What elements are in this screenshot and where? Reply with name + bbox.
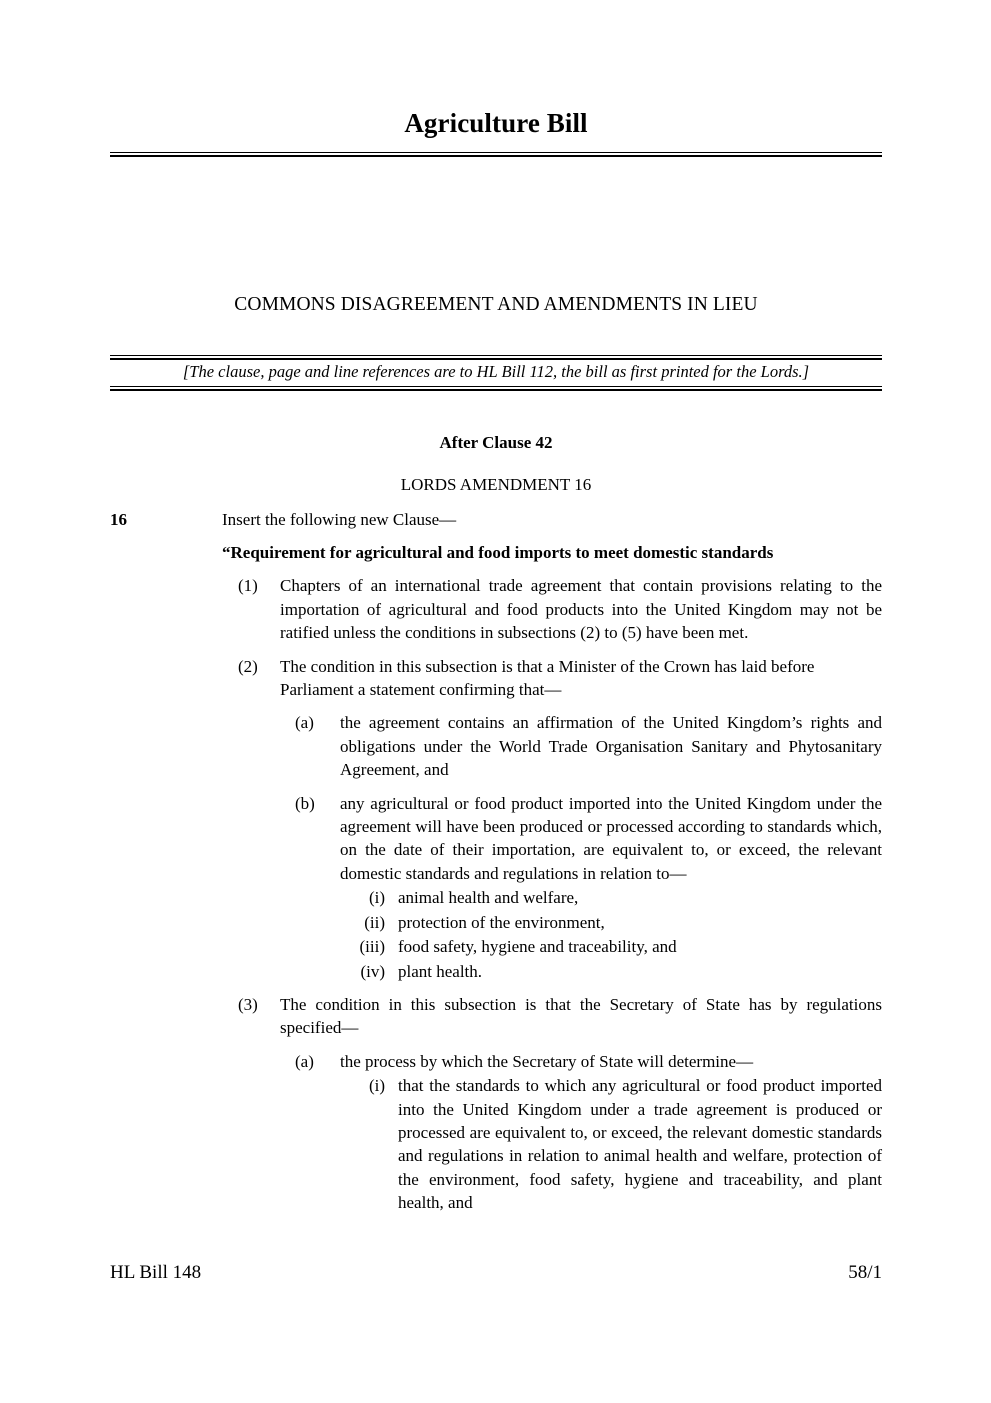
note-bottom-rule bbox=[110, 386, 882, 391]
subparagraph-text: that the standards to which any agricultural or food product imported into the United Kingdom under a trade agreement is produced or processed are equivalent to, or exceed, the relevant domestic standards and regulations in relation to animal health and welfare, protection of the environment, food safety, hygiene and traceability, and plant health, and bbox=[398, 1076, 882, 1213]
paragraph-text: the agreement contains an affirmation of the United Kingdom’s rights and obligations under the World Trade Organisation Sanitary and Phytosanitary Agreement, and bbox=[340, 713, 882, 780]
paragraph-2a bbox=[110, 711, 882, 781]
subsection-3 bbox=[110, 993, 882, 1040]
clause-title: “Requirement for agricultural and food imports to meet domestic standards bbox=[222, 543, 774, 562]
subsection-marker: (2) bbox=[238, 656, 258, 676]
paragraph-text: the process by which the Secretary of State will determine— bbox=[340, 1051, 754, 1071]
subparagraph-marker: (i) bbox=[368, 1076, 385, 1096]
subsection-text: The condition in this subsection is that a Minister of the Crown has laid before Parliament a statement confirming that— bbox=[280, 656, 815, 700]
page-footer bbox=[110, 1262, 882, 1284]
section-heading: COMMONS DISAGREEMENT AND AMENDMENTS IN LIEU bbox=[234, 294, 758, 315]
subsection-2 bbox=[110, 655, 882, 702]
subparagraph-marker: (iv) bbox=[360, 961, 385, 981]
subparagraph-text: food safety, hygiene and traceability, and bbox=[398, 937, 677, 957]
paragraph-3a bbox=[110, 1050, 882, 1073]
amendment-heading: LORDS AMENDMENT 16 bbox=[400, 475, 592, 494]
rule-thick-line bbox=[110, 358, 882, 360]
subsection-text: The condition in this subsection is that the Secretary of State has by regulations specified— bbox=[280, 994, 882, 1038]
clause-position-heading: After Clause 42 bbox=[439, 433, 553, 452]
subparagraph-marker: (ii) bbox=[364, 912, 385, 932]
subsection-marker: (1) bbox=[238, 576, 258, 596]
paragraph-marker: (a) bbox=[295, 1051, 314, 1071]
subparagraph-2b-ii bbox=[110, 911, 882, 934]
page-title: Agriculture Bill bbox=[404, 108, 588, 138]
paragraph-marker: (b) bbox=[295, 793, 315, 813]
subparagraph-text: animal health and welfare, bbox=[398, 888, 579, 908]
rule-thick-line bbox=[110, 155, 882, 157]
subparagraph-text: plant health. bbox=[398, 961, 483, 981]
paragraph-2b bbox=[110, 792, 882, 886]
page-number: 58/1 bbox=[848, 1262, 882, 1283]
subparagraph-2b-iv bbox=[110, 960, 882, 983]
subparagraph-marker: (iii) bbox=[359, 937, 385, 957]
rule-thick-line bbox=[110, 389, 882, 391]
amendment-instruction-row bbox=[110, 508, 882, 532]
subsection-1 bbox=[110, 574, 882, 644]
reference-note: [The clause, page and line references are to HL Bill 112, the bill as first printed for the Lords.] bbox=[182, 362, 810, 381]
subsection-marker: (3) bbox=[238, 994, 258, 1014]
subparagraph-3a-i bbox=[110, 1074, 882, 1214]
bill-number: HL Bill 148 bbox=[110, 1262, 202, 1283]
title-rule bbox=[110, 152, 882, 157]
subparagraph-text: protection of the environment, bbox=[398, 912, 605, 932]
subparagraph-2b-iii bbox=[110, 935, 882, 958]
paragraph-marker: (a) bbox=[295, 713, 314, 733]
amendment-body bbox=[110, 508, 882, 1215]
subparagraph-2b-i bbox=[110, 886, 882, 909]
subsection-text: Chapters of an international trade agreement that contain provisions relating to the importation of agricultural and food products into the United Kingdom may not be ratified unless the conditions in subsections (2) to (5) have been met. bbox=[280, 576, 882, 643]
amendment-instruction: Insert the following new Clause— bbox=[222, 510, 457, 529]
note-top-rule bbox=[110, 355, 882, 360]
paragraph-text: any agricultural or food product imported into the United Kingdom under the agreement will have been produced or processed according to standards which, on the date of their importation, are equivalent to, or exceed, the relevant domestic standards and regulations in relation to— bbox=[340, 793, 882, 883]
amendment-number: 16 bbox=[110, 510, 127, 529]
subparagraph-marker: (i) bbox=[368, 888, 385, 908]
